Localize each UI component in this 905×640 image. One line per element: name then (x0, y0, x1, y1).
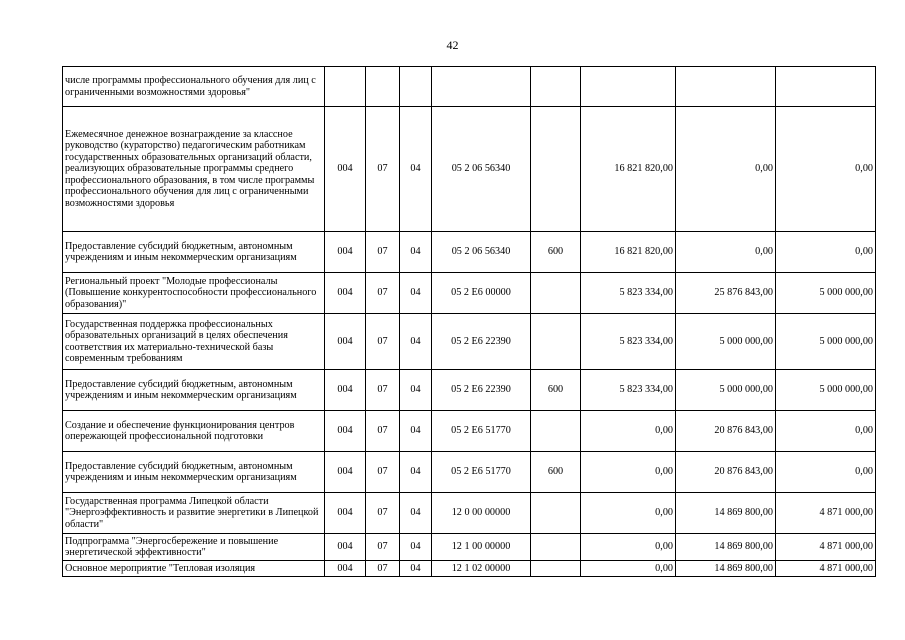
table-row (63, 452, 876, 493)
cell-expense-type (531, 107, 581, 232)
cell-sum-year-3: 4 871 000,00 (776, 534, 876, 561)
cell-ved: 004 (325, 232, 366, 273)
cell-expense-type (531, 534, 581, 561)
cell-sum-year-3: 5 000 000,00 (776, 370, 876, 411)
cell-sum-year-3: 0,00 (776, 232, 876, 273)
cell-name: числе программы профессионального обучения для лиц с ограниченными возможностями здоровья" (63, 67, 325, 107)
cell-ved: 004 (325, 273, 366, 314)
cell-expense-type (531, 67, 581, 107)
cell-name: Предоставление субсидий бюджетным, автономным учреждениям и иным некоммерческим организациям (63, 452, 325, 493)
cell-expense-type (531, 493, 581, 534)
cell-sum-year-2: 20 876 843,00 (676, 452, 776, 493)
cell-razdel: 07 (366, 232, 400, 273)
budget-table (62, 66, 876, 577)
cell-expense-type (531, 411, 581, 452)
cell-expense-type: 600 (531, 452, 581, 493)
cell-ved: 004 (325, 534, 366, 561)
table-row (63, 314, 876, 370)
cell-sum-year-1: 5 823 334,00 (581, 314, 676, 370)
cell-ved: 004 (325, 452, 366, 493)
cell-sum-year-1: 0,00 (581, 411, 676, 452)
cell-sum-year-3: 0,00 (776, 107, 876, 232)
cell-sum-year-3: 4 871 000,00 (776, 493, 876, 534)
cell-sum-year-2: 5 000 000,00 (676, 314, 776, 370)
cell-name: Предоставление субсидий бюджетным, автономным учреждениям и иным некоммерческим организациям (63, 370, 325, 411)
cell-sum-year-1: 16 821 820,00 (581, 107, 676, 232)
cell-sum-year-3: 5 000 000,00 (776, 314, 876, 370)
cell-target-article: 12 0 00 00000 (432, 493, 531, 534)
page-number: 42 (446, 38, 459, 52)
cell-razdel: 07 (366, 314, 400, 370)
cell-razdel: 07 (366, 493, 400, 534)
cell-podrazdel: 04 (400, 232, 432, 273)
cell-razdel: 07 (366, 534, 400, 561)
table-row (63, 493, 876, 534)
table-row (63, 107, 876, 232)
cell-sum-year-1: 0,00 (581, 534, 676, 561)
cell-razdel (366, 67, 400, 107)
cell-razdel: 07 (366, 370, 400, 411)
cell-sum-year-2: 25 876 843,00 (676, 273, 776, 314)
cell-sum-year-1: 0,00 (581, 561, 676, 577)
cell-sum-year-2: 0,00 (676, 107, 776, 232)
table-row (63, 534, 876, 561)
cell-sum-year-2: 14 869 800,00 (676, 534, 776, 561)
cell-name: Государственная программа Липецкой области "Энергоэффективность и развитие энергетики в Липецкой области" (63, 493, 325, 534)
cell-name: Государственная поддержка профессиональных образовательных организаций в целях обеспечения соответствия их материально-технической базы современным требованиям (63, 314, 325, 370)
table-row (63, 232, 876, 273)
cell-sum-year-1: 5 823 334,00 (581, 273, 676, 314)
cell-ved: 004 (325, 561, 366, 577)
table-row (63, 67, 876, 107)
cell-expense-type (531, 273, 581, 314)
cell-razdel: 07 (366, 561, 400, 577)
cell-sum-year-2: 14 869 800,00 (676, 493, 776, 534)
cell-name: Подпрограмма "Энергосбережение и повышение энергетической эффективности" (63, 534, 325, 561)
cell-sum-year-3: 4 871 000,00 (776, 561, 876, 577)
cell-sum-year-2: 20 876 843,00 (676, 411, 776, 452)
cell-sum-year-1: 0,00 (581, 452, 676, 493)
cell-ved: 004 (325, 493, 366, 534)
cell-sum-year-3 (776, 67, 876, 107)
cell-ved: 004 (325, 370, 366, 411)
cell-target-article: 05 2 06 56340 (432, 232, 531, 273)
cell-razdel: 07 (366, 411, 400, 452)
cell-podrazdel: 04 (400, 273, 432, 314)
cell-name: Создание и обеспечение функционирования центров опережающей профессиональной подготовки (63, 411, 325, 452)
cell-sum-year-2: 0,00 (676, 232, 776, 273)
cell-target-article: 05 2 06 56340 (432, 107, 531, 232)
cell-target-article: 05 2 E6 22390 (432, 370, 531, 411)
cell-sum-year-2: 5 000 000,00 (676, 370, 776, 411)
cell-target-article: 12 1 00 00000 (432, 534, 531, 561)
cell-sum-year-3: 0,00 (776, 452, 876, 493)
cell-ved: 004 (325, 107, 366, 232)
cell-podrazdel: 04 (400, 411, 432, 452)
cell-sum-year-2 (676, 67, 776, 107)
cell-ved (325, 67, 366, 107)
cell-expense-type (531, 561, 581, 577)
cell-podrazdel: 04 (400, 561, 432, 577)
table-row (63, 411, 876, 452)
cell-sum-year-3: 5 000 000,00 (776, 273, 876, 314)
cell-name: Ежемесячное денежное вознаграждение за классное руководство (кураторство) педагогическим работникам государственных образовательных организаций области, реализующих образовательные программы среднего профессионального образования, в том числе программы профессионального обучения для лиц с ограниченными возможностями здоровья (63, 107, 325, 232)
cell-name: Региональный проект "Молодые профессионалы (Повышение конкурентоспособности профессионального образования)" (63, 273, 325, 314)
table-body (63, 67, 876, 577)
cell-podrazdel: 04 (400, 534, 432, 561)
cell-razdel: 07 (366, 273, 400, 314)
cell-podrazdel: 04 (400, 314, 432, 370)
cell-podrazdel: 04 (400, 107, 432, 232)
cell-sum-year-1 (581, 67, 676, 107)
cell-name: Основное мероприятие "Тепловая изоляция (63, 561, 325, 577)
cell-target-article (432, 67, 531, 107)
cell-sum-year-2: 14 869 800,00 (676, 561, 776, 577)
cell-podrazdel (400, 67, 432, 107)
cell-expense-type: 600 (531, 370, 581, 411)
cell-ved: 004 (325, 411, 366, 452)
cell-sum-year-1: 0,00 (581, 493, 676, 534)
table-row (63, 273, 876, 314)
table-row (63, 370, 876, 411)
cell-razdel: 07 (366, 107, 400, 232)
cell-expense-type (531, 314, 581, 370)
cell-sum-year-1: 5 823 334,00 (581, 370, 676, 411)
cell-target-article: 05 2 E6 51770 (432, 452, 531, 493)
cell-target-article: 05 2 E6 00000 (432, 273, 531, 314)
table-row (63, 561, 876, 577)
cell-podrazdel: 04 (400, 452, 432, 493)
cell-target-article: 12 1 02 00000 (432, 561, 531, 577)
cell-razdel: 07 (366, 452, 400, 493)
cell-sum-year-3: 0,00 (776, 411, 876, 452)
cell-target-article: 05 2 E6 22390 (432, 314, 531, 370)
cell-podrazdel: 04 (400, 493, 432, 534)
cell-expense-type: 600 (531, 232, 581, 273)
cell-podrazdel: 04 (400, 370, 432, 411)
cell-ved: 004 (325, 314, 366, 370)
cell-name: Предоставление субсидий бюджетным, автономным учреждениям и иным некоммерческим организациям (63, 232, 325, 273)
cell-sum-year-1: 16 821 820,00 (581, 232, 676, 273)
cell-target-article: 05 2 E6 51770 (432, 411, 531, 452)
